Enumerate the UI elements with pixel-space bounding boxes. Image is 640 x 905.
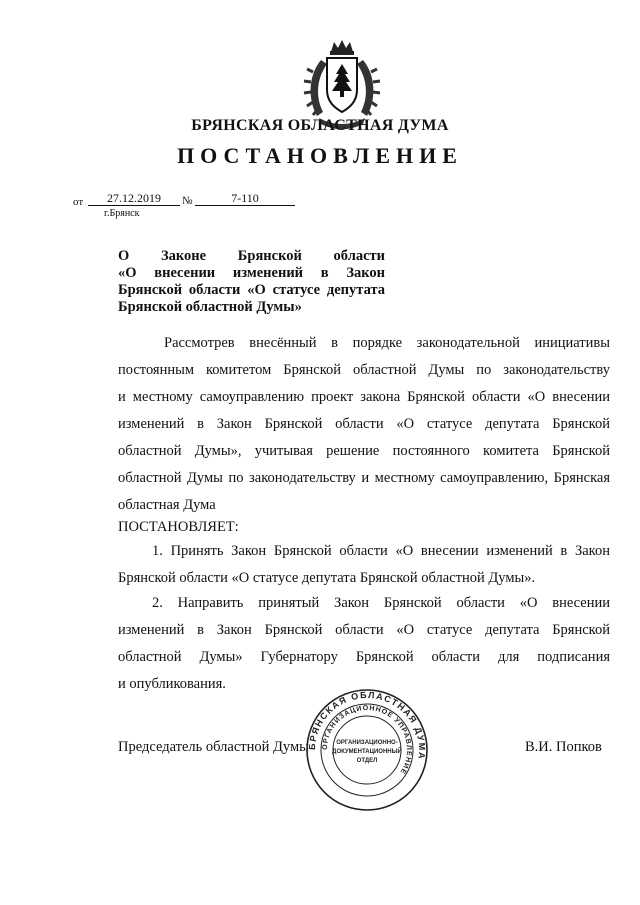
document-date: 27.12.2019	[88, 192, 180, 206]
paragraph-line: и местному самоуправлению проект закона Брянской области «О внесении	[118, 389, 610, 405]
subject-line: Брянской области «О статусе депутата	[118, 282, 385, 298]
official-stamp-icon	[305, 688, 429, 812]
resolution-item	[118, 538, 610, 592]
document-number: 7-110	[195, 192, 295, 206]
paragraph-line: Рассмотрев внесённый в порядке законодательной инициативы	[164, 335, 610, 351]
signatory-title: Председатель областной Думы	[118, 739, 309, 755]
resolution-item	[118, 590, 610, 698]
stamp-center-line: ОРГАНИЗАЦИОННО-	[336, 740, 398, 746]
signatory-name: В.И. Попков	[525, 739, 602, 755]
paragraph-line: областной Думы», учитывая решение постоянного комитета Брянской	[118, 443, 610, 459]
number-label: №	[182, 195, 193, 207]
item-line: 2. Направить принятый Закон Брянской области «О внесении	[152, 595, 610, 611]
stamp-center-line: ОТДЕЛ	[356, 758, 378, 764]
subject-line: Брянской областной Думы»	[118, 299, 302, 315]
stamp-inner-text: ОРГАНИЗАЦИОННОЕ УПРАВЛЕНИЕ	[321, 704, 413, 776]
preamble-paragraph	[118, 330, 610, 519]
document-type: ПОСТАНОВЛЕНИЕ	[177, 143, 463, 168]
city: г.Брянск	[104, 208, 140, 219]
paragraph-line: областная Дума	[118, 497, 216, 513]
item-line: Брянской области «О статусе депутата Брянской областной Думы».	[118, 570, 536, 586]
date-label: от	[73, 196, 84, 208]
stamp-center-line: ДОКУМЕНТАЦИОННЫЙ	[332, 749, 402, 755]
item-line: областной Думы» Губернатору Брянской области для подписания	[118, 649, 610, 665]
stamp-outer-text: БРЯНСКАЯ ОБЛАСТНАЯ ДУМА	[306, 689, 428, 761]
organization-name: БРЯНСКАЯ ОБЛАСТНАЯ ДУМА	[191, 117, 449, 134]
subject-line: О Законе Брянской области	[118, 248, 385, 264]
subject-line: «О внесении изменений в Закон	[118, 265, 385, 281]
document-subject	[118, 248, 385, 316]
paragraph-line: изменений в Закон Брянской области «О статусе депутата Брянской	[118, 416, 610, 432]
item-line: изменений в Закон Брянской области «О статусе депутата Брянской	[118, 622, 610, 638]
item-line: 1. Принять Закон Брянской области «О внесении изменений в Закон	[152, 543, 610, 559]
item-line: и опубликования.	[118, 676, 226, 692]
paragraph-line: областной Думы по законодательству и местному самоуправлению, Брянская	[118, 470, 610, 486]
resolve-heading: ПОСТАНОВЛЯЕТ:	[118, 519, 239, 535]
paragraph-line: постоянным комитетом Брянской областной Думы по законодательству	[118, 362, 610, 378]
